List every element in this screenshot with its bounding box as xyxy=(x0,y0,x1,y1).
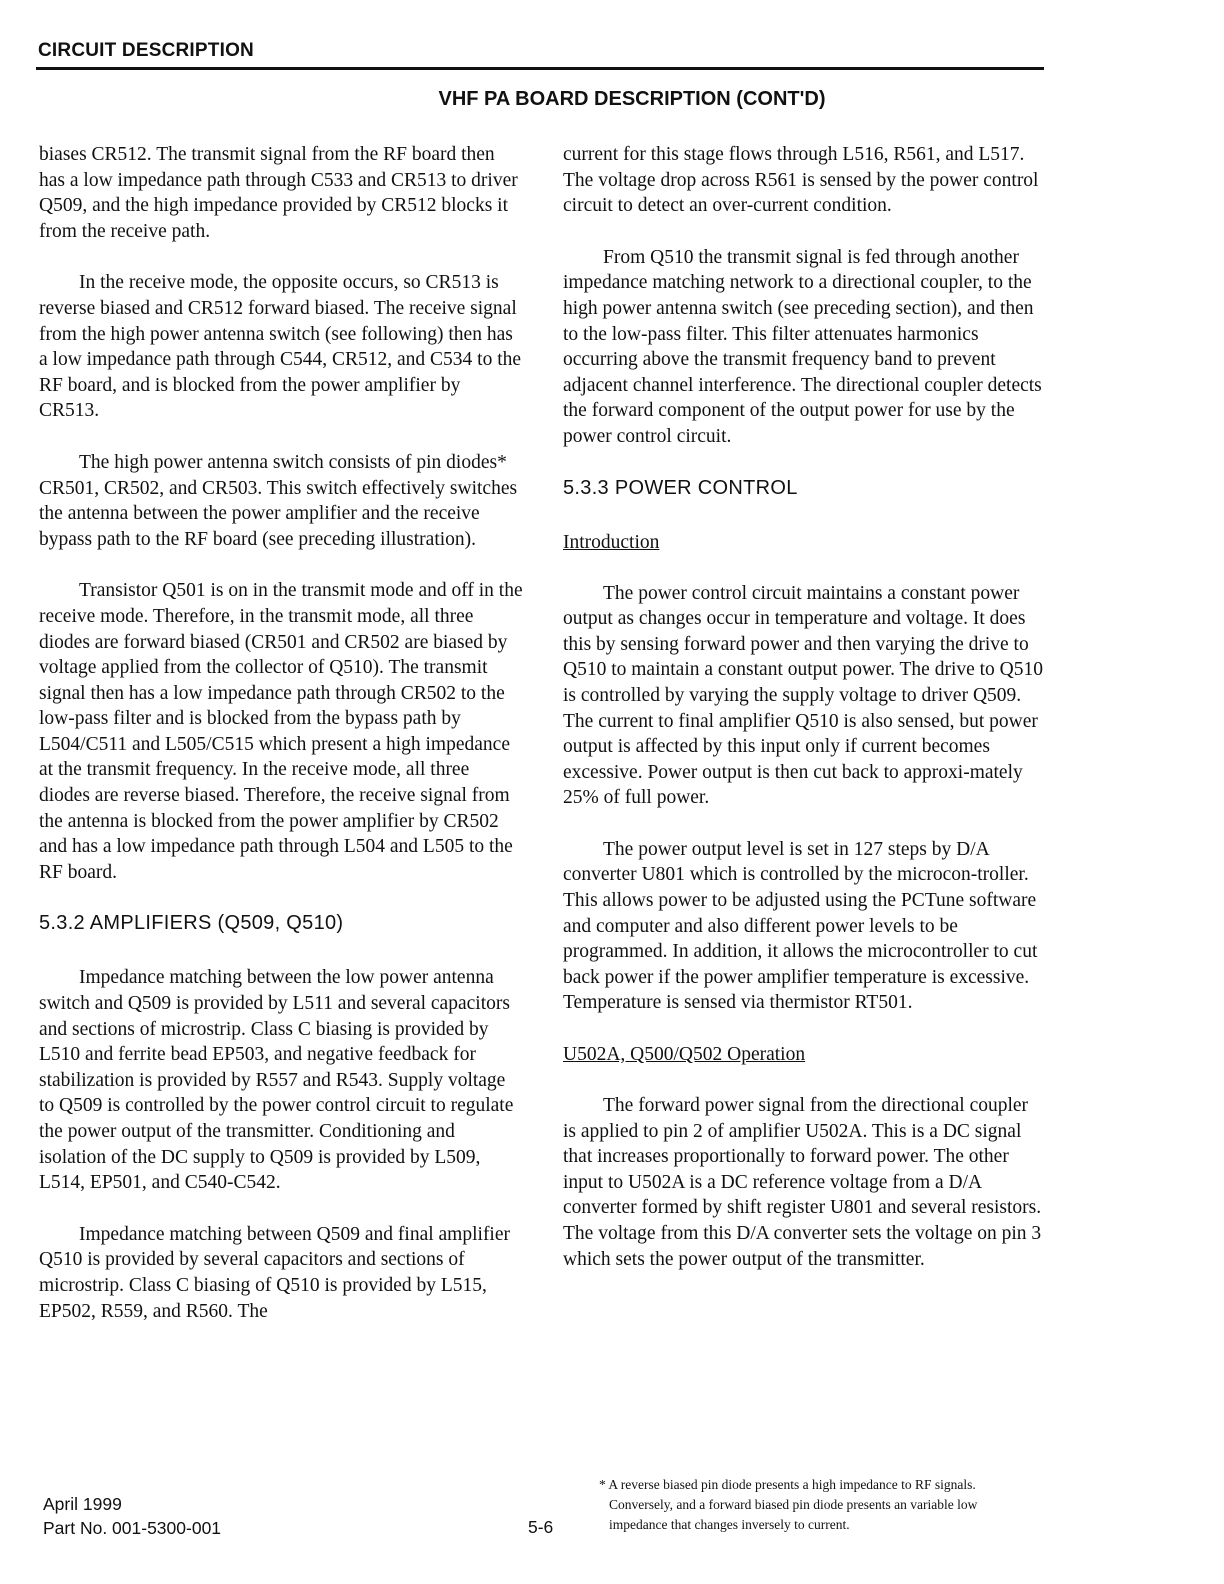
footnote-line-2: Conversely, and a forward biased pin diode presents an variable low xyxy=(609,1497,978,1512)
page-number: 5-6 xyxy=(528,1517,554,1537)
left-paragraph-5: Impedance matching between the low power antenna switch and Q509 is provided by L511 and several capacitors and sections of microstrip. Class C biasing is provided by L510 and ferrite bead EP503, and negative feedback for stabilization is provided by R557 and R543. Supply voltage to Q509 is controlled by the power control circuit to regulate the power output of the transmitter. Conditioning and isolation of the DC supply to Q509 is provided by L509, L514, EP501, and C540-C542. xyxy=(39,967,514,1194)
footer-date: April 1999 xyxy=(43,1494,122,1514)
left-paragraph-1: biases CR512. The transmit signal from the RF board then has a low impedance path through C533 and CR513 to driver Q509, and the high impedance provided by CR512 blocks it from the receive path. xyxy=(39,144,518,242)
introduction-label: Introduction xyxy=(563,531,660,553)
footnote xyxy=(593,1475,1048,1535)
right-paragraph-5: The forward power signal from the directional coupler is applied to pin 2 of amplifier U502A. This is a DC signal that increases proportionally to forward power. The other input to U502A is a DC reference voltage from a D/A converter formed by shift register U801 and several resistors. The voltage from this D/A converter sets the voltage on pin 3 which sets the power output of the transmitter. xyxy=(563,1095,1042,1270)
amplifiers-heading: 5.3.2 AMPLIFIERS (Q509, Q510) xyxy=(39,912,344,935)
left-paragraph-2: In the receive mode, the opposite occurs, so CR513 is reverse biased and CR512 forward biased. The receive signal from the high power antenna switch (see following) then has a low impedance path through C544, CR512, and C534 to the RF board, and is blocked from the power amplifier by CR513. xyxy=(39,272,522,422)
left-paragraph-6: Impedance matching between Q509 and final amplifier Q510 is provided by several capacitors and sections of microstrip. Class C biasing of Q510 is provided by L515, EP502, R559, and R560. The xyxy=(39,1223,510,1322)
right-column xyxy=(563,142,1045,1298)
right-paragraph-2: From Q510 the transmit signal is fed through another impedance matching network to a directional coupler, to the high power antenna switch (see preceding section), and then to the low-pass filter. This filter attenuates harmonics occurring above the transmit frequency band to prevent adjacent channel interference. The directional coupler detects the forward component of the output power for use by the power control circuit. xyxy=(563,246,1042,447)
operation-label: U502A, Q500/Q502 Operation xyxy=(563,1044,806,1066)
header-rule xyxy=(36,67,1044,70)
footnote-line-3: impedance that changes inversely to current. xyxy=(609,1517,850,1532)
left-paragraph-4: Transistor Q501 is on in the transmit mode and off in the receive mode. Therefore, in the transmit mode, all three diodes are forward biased (CR501 and CR502 are biased by voltage applied from the collector of Q510). The transmit signal then has a low impedance path through CR502 to the low-pass filter and is blocked from the bypass path by L504/C511 and L505/C515 which present a high impedance at the transmit frequency. In the receive mode, all three diodes are reverse biased. Therefore, the receive signal from the antenna is blocked from the power amplifier by CR502 and has a low impedance path through L504 and L505 to the RF board. xyxy=(39,580,523,883)
right-paragraph-3: The power control circuit maintains a constant power output as changes occur in temperature and voltage. It does this by sensing forward power and then varying the drive to Q510 to maintain a constant output power. The drive to Q510 is controlled by varying the supply voltage to driver Q509. The current to final amplifier Q510 is also sensed, but power output is affected by this input only if current becomes excessive. Power output is then cut back to approxi-mately 25% of full power. xyxy=(563,582,1044,809)
power-control-heading: 5.3.3 POWER CONTROL xyxy=(563,476,798,499)
right-paragraph-4: The power output level is set in 127 steps by D/A converter U801 which is controlled by the microcon-troller. This allows power to be adjusted using the PCTune software and computer and also different power levels to be programmed. In addition, it allows the microcontroller to cut back power if the power amplifier temperature is excessive. Temperature is sensed via thermistor RT501. xyxy=(563,838,1038,1014)
left-column xyxy=(39,142,523,1350)
right-paragraph-1: current for this stage flows through L516, R561, and L517. The voltage drop across R561 is sensed by the power control circuit to detect an over-current condition. xyxy=(563,144,1039,217)
left-paragraph-3: The high power antenna switch consists of pin diodes* CR501, CR502, and CR503. This switch effectively switches the antenna between the power amplifier and the receive bypass path to the RF board (see preceding illustration). xyxy=(39,451,518,550)
footnote-line-1: * A reverse biased pin diode presents a high impedance to RF signals. xyxy=(599,1477,976,1492)
section-header: CIRCUIT DESCRIPTION xyxy=(38,40,254,61)
footer-part-number: Part No. 001-5300-001 xyxy=(43,1518,222,1538)
page-title: VHF PA BOARD DESCRIPTION (CONT'D) xyxy=(438,88,826,110)
